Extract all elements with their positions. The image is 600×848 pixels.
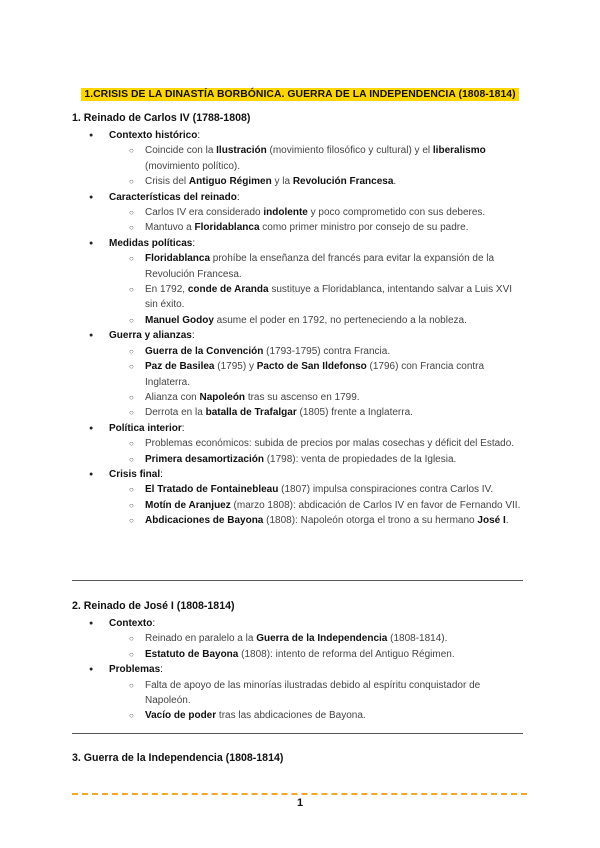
bold-text: Napoleón: [199, 391, 246, 403]
bullet-label: Política interior: [109, 422, 182, 434]
bold-text: Guerra de la Convención: [145, 345, 264, 357]
sub-item: [109, 647, 524, 662]
bullet-heading: [109, 190, 524, 205]
text-run: y la: [271, 176, 293, 188]
sub-item: [109, 513, 524, 528]
text-run: (movimiento político).: [145, 160, 241, 172]
text-run: asume el poder en 1792, no perteneciendo a la nobleza.: [213, 314, 467, 326]
bold-text: Floridablanca: [145, 253, 211, 265]
page-number: 1: [296, 797, 304, 809]
bold-text: Abdicaciones de Bayona: [145, 515, 264, 527]
sub-item: [109, 498, 524, 513]
bullet-item: [72, 236, 524, 328]
bullet-colon: :: [160, 664, 163, 676]
bullet-colon: :: [192, 237, 196, 249]
footer-dashed-line: [72, 793, 527, 795]
text-run: Crisis del: [145, 176, 189, 188]
bullet-label: Contexto: [109, 618, 153, 629]
document-title: 1.CRISIS DE LA DINASTÍA BORBÓNICA. GUERRA DE LA INDEPENDENCIA (1808-1814): [81, 88, 518, 101]
section-2-list: [72, 616, 524, 724]
sub-item: [109, 282, 524, 313]
text-run: En 1792,: [145, 284, 188, 296]
text-run: tras las abdicaciones de Bayona.: [216, 710, 366, 722]
bold-text: Antiguo Régimen: [188, 176, 272, 188]
text-run: tras su ascenso en 1799.: [245, 391, 360, 403]
bold-text: Ilustración: [216, 145, 267, 157]
sub-list: [109, 631, 524, 662]
bold-text: Primera desamortización: [145, 453, 264, 465]
bullet-heading: [109, 236, 524, 251]
text-run: Falta de apoyo de las minorías ilustradas debido al espíritu conquistador de Napoleón.: [145, 679, 481, 707]
text-run: (movimiento filosófico y cultural) y el: [266, 145, 433, 157]
bullet-item: [72, 616, 524, 662]
bold-text: Floridablanca: [194, 222, 260, 234]
bullet-item: [72, 662, 524, 724]
text-run: .: [393, 176, 397, 188]
text-run: Reinado en paralelo a la: [145, 633, 257, 645]
sub-item: [109, 405, 524, 420]
text-run: (1805) frente a Inglaterra.: [296, 407, 413, 419]
sub-item: [109, 251, 524, 282]
sub-list: [109, 344, 524, 421]
bold-text: liberalismo: [432, 145, 486, 157]
text-run: como primer ministro por consejo de su padre.: [259, 222, 469, 234]
sub-list: [109, 205, 524, 236]
bullet-label: Crisis final: [109, 468, 161, 480]
sub-item: [109, 708, 524, 723]
bold-text: Pacto de San Ildefonso: [256, 361, 367, 373]
bullet-label: Problemas: [109, 664, 161, 676]
bold-text: batalla de Trafalgar: [205, 407, 297, 419]
sub-list: [109, 251, 524, 328]
bullet-item: [72, 467, 524, 529]
bullet-item: [72, 190, 524, 236]
bullet-colon: :: [160, 468, 163, 480]
section-heading-1: 1. Reinado de Carlos IV (1788-1808): [72, 112, 251, 124]
sub-list: [109, 436, 524, 467]
text-run: (marzo 1808): abdicación de Carlos IV en favor de Fernando VII.: [230, 499, 521, 511]
sub-item: [109, 205, 524, 220]
bold-text: conde de Aranda: [187, 284, 269, 296]
text-run: (1808-1814).: [387, 633, 448, 645]
bold-text: Vacío de poder: [145, 710, 217, 722]
bullet-heading: [109, 128, 524, 143]
text-run: prohíbe la enseñanza del francés para evitar la expansión de la Revolución Francesa.: [145, 253, 495, 280]
sub-item: [109, 678, 524, 709]
sub-list: [109, 678, 524, 724]
section-divider: [72, 733, 523, 734]
bullet-heading: [109, 328, 524, 343]
bullet-colon: :: [197, 130, 201, 141]
bold-text: Revolución Francesa: [292, 176, 394, 188]
sub-item: [109, 631, 524, 646]
sub-item: [109, 313, 524, 328]
bullet-heading: [109, 421, 524, 436]
bullet-colon: :: [152, 618, 156, 629]
bullet-colon: :: [191, 330, 195, 342]
text-run: (1795) y: [214, 361, 257, 373]
text-run: .: [505, 515, 509, 527]
sub-item: [109, 359, 524, 390]
bullet-item: [72, 328, 524, 420]
text-run: (1798): venta de propiedades de la Iglesia.: [263, 453, 457, 465]
sub-item: [109, 390, 524, 405]
bullet-heading: [109, 467, 524, 482]
sub-item: [109, 174, 524, 189]
bullet-label: Contexto histórico: [109, 130, 198, 141]
text-run: (1807) impulsa conspiraciones contra Carlos IV.: [278, 484, 494, 496]
text-run: Coincide con la: [145, 145, 217, 157]
text-run: (1808): intento de reforma del Antiguo Régimen.: [238, 648, 455, 660]
bullet-label: Características del reinado: [109, 191, 237, 203]
bold-text: Estatuto de Bayona: [145, 648, 239, 660]
bold-text: El Tratado de Fontainebleau: [145, 484, 279, 496]
text-run: sustituye a Floridablanca, intentando salvar a Luis XVI sin éxito.: [145, 284, 513, 311]
bullet-label: Medidas políticas: [109, 237, 193, 249]
bold-text: Motín de Aranjuez: [145, 499, 231, 511]
sub-item: [109, 482, 524, 497]
sub-item: [109, 143, 524, 174]
bullet-colon: :: [236, 191, 240, 203]
text-run: (1808): Napoleón otorga el trono a su hermano: [263, 515, 478, 527]
text-run: Problemas económicos: subida de precios por malas cosechas y déficit del Estado.: [145, 438, 515, 450]
bullet-heading: [109, 616, 524, 631]
sub-list: [109, 143, 524, 189]
text-run: (1793-1795) contra Francia.: [263, 345, 391, 357]
sub-item: [109, 452, 524, 467]
text-run: (1796) con Francia contra Inglaterra.: [145, 361, 485, 388]
bullet-colon: :: [181, 422, 185, 434]
text-run: Alianza con: [145, 391, 200, 403]
text-run: Mantuvo a: [145, 222, 195, 234]
section-heading-3: 3. Guerra de la Independencia (1808-1814): [72, 752, 284, 764]
text-run: y poco comprometido con sus deberes.: [307, 207, 486, 219]
bullet-item: [72, 421, 524, 467]
sub-item: [109, 344, 524, 359]
bullet-item: [72, 128, 524, 190]
section-heading-2: 2. Reinado de José I (1808-1814): [72, 600, 235, 612]
section-1-list: [72, 128, 524, 529]
sub-item: [109, 220, 524, 235]
title-wrap: [0, 84, 600, 102]
bullet-label: Guerra y alianzas: [109, 330, 192, 342]
sub-item: [109, 436, 524, 451]
sub-list: [109, 482, 524, 528]
bold-text: Manuel Godoy: [145, 314, 214, 326]
section-divider: [72, 580, 523, 581]
bullet-heading: [109, 662, 524, 677]
bold-text: José I: [477, 515, 506, 527]
text-run: Derrota en la: [145, 407, 206, 419]
bold-text: Guerra de la Independencia: [256, 633, 388, 645]
text-run: Carlos IV era considerado: [145, 207, 264, 219]
bold-text: indolente: [263, 207, 308, 219]
bold-text: Paz de Basilea: [145, 361, 215, 373]
